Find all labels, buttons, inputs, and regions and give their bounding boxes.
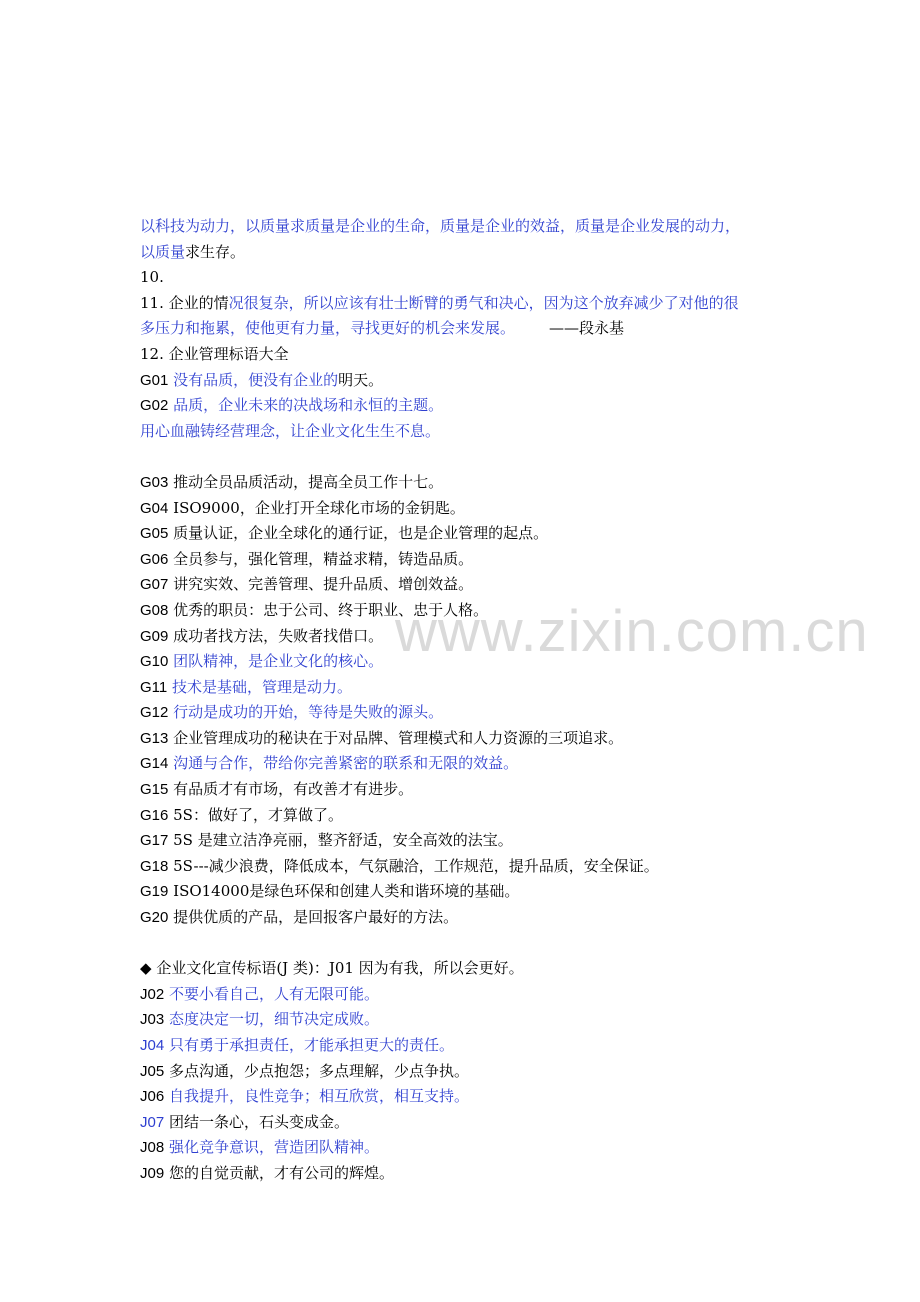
slogan-g08 [140, 598, 800, 624]
item-12-number: 12. [140, 344, 164, 363]
slogan-j04 [140, 1033, 800, 1059]
item-10-number: 10. [140, 268, 164, 287]
slogan-code: J05 [140, 1062, 165, 1080]
slogan-g01 [140, 368, 800, 394]
slogan-g11 [140, 675, 800, 701]
item-11-line-1 [140, 291, 800, 317]
slogan-g03 [140, 470, 800, 496]
slogan-text: 企业管理成功的秘诀在于对品牌、管理模式和人力资源的三项追求。 [173, 728, 624, 747]
slogan-code: G05 [140, 525, 169, 543]
slogan-text: 自我提升，良性竞争；相互欣赏，相互支持。 [168, 1087, 469, 1106]
document-body [140, 214, 800, 1187]
slogan-text: 质量认证，企业全球化的通行证，也是企业管理的起点。 [173, 524, 549, 543]
item-11-lead: 企业的情 [168, 293, 229, 312]
slogan-text: 态度决定一切，细节决定成败。 [168, 1010, 379, 1029]
diamond-bullet-icon: ◆ [140, 959, 152, 978]
slogan-text: 行动是成功的开始，等待是失败的源头。 [173, 703, 444, 722]
slogan-g06 [140, 547, 800, 573]
intro-text-blue: 以科技为动力，以质量求质量是企业的生命，质量是企业的效益，质量是企业发展的动力， [140, 217, 741, 235]
slogan-g02 [140, 393, 800, 419]
slogan-g15 [140, 777, 800, 803]
item-12-heading: 企业管理标语大全 [168, 344, 289, 363]
slogan-text: 优秀的职员：忠于公司、终于职业、忠于人格。 [173, 600, 489, 619]
slogan-text: 沟通与合作，带给你完善紧密的联系和无限的效益。 [173, 754, 519, 773]
slogan-text: 多点沟通，少点抱怨；多点理解，少点争执。 [168, 1061, 469, 1080]
slogan-list-g [140, 470, 800, 931]
slogan-g19 [140, 879, 800, 905]
slogan-code: J04 [140, 1037, 165, 1054]
slogan-j08 [140, 1135, 800, 1161]
slogan-text: 5S---减少浪费，降低成本，气氛融洽，工作规范，提升品质，安全保证。 [173, 856, 659, 875]
item-10 [140, 265, 800, 291]
slogan-code: G09 [140, 627, 169, 645]
intro-line-2 [140, 240, 800, 266]
slogan-text-blue: 没有品质，便没有企业的 [173, 370, 339, 389]
slogan-j07 [140, 1110, 800, 1136]
slogan-text: 只有勇于承担责任，才能承担更大的责任。 [168, 1036, 454, 1054]
spacer [140, 931, 800, 957]
slogan-code: G18 [140, 857, 169, 875]
slogan-code: G04 [140, 499, 169, 517]
slogan-code: J09 [140, 1164, 165, 1182]
slogan-text: 提供优质的产品，是回报客户最好的方法。 [173, 908, 459, 927]
slogan-code: J03 [140, 1011, 165, 1029]
slogan-text: 技术是基础，管理是动力。 [172, 677, 353, 696]
slogan-code: G20 [140, 909, 169, 927]
slogan-code: G03 [140, 473, 169, 491]
slogan-code: G08 [140, 601, 169, 619]
slogan-list-j [140, 982, 800, 1187]
slogan-g17 [140, 828, 800, 854]
slogan-code: G07 [140, 576, 169, 594]
intro-text-blue-2: 以质量 [140, 242, 186, 261]
slogan-g20 [140, 905, 800, 931]
slogan-code: G13 [140, 729, 169, 747]
slogan-j03 [140, 1007, 800, 1033]
spacer [140, 444, 800, 470]
slogan-j05 [140, 1059, 800, 1085]
slogan-g02-continued [140, 419, 800, 445]
slogan-text: 有品质才有市场，有改善才有进步。 [173, 780, 414, 799]
slogan-text: ISO14000是绿色环保和创建人类和谐环境的基础。 [173, 882, 520, 901]
slogan-text: 不要小看自己，人有无限可能。 [168, 984, 379, 1003]
intro-text-black: 求生存。 [185, 242, 246, 261]
slogan-g09 [140, 624, 800, 650]
item-11-author: ——段永基 [549, 319, 625, 338]
slogan-g10 [140, 649, 800, 675]
slogan-g12 [140, 700, 800, 726]
slogan-text: ISO9000，企业打开全球化市场的金钥匙。 [173, 498, 465, 517]
slogan-code: J07 [140, 1113, 165, 1131]
intro-line-1 [140, 214, 800, 240]
item-11-number: 11. [140, 293, 164, 312]
slogan-code: G06 [140, 550, 169, 568]
slogan-code: G12 [140, 704, 169, 722]
item-11-line-2 [140, 316, 800, 342]
slogan-code: G10 [140, 653, 169, 671]
slogan-code: G15 [140, 781, 169, 799]
slogan-code: J02 [140, 985, 165, 1003]
slogan-g18 [140, 854, 800, 880]
slogan-text: 团队精神，是企业文化的核心。 [173, 652, 384, 671]
slogan-j06 [140, 1084, 800, 1110]
slogan-text: 推动全员品质活动，提高全员工作十七。 [173, 472, 444, 491]
slogan-code: J08 [140, 1139, 165, 1157]
slogan-g05 [140, 521, 800, 547]
slogan-code: G19 [140, 883, 169, 901]
slogan-g16 [140, 803, 800, 829]
slogan-text: 全员参与，强化管理，精益求精，铸造品质。 [173, 549, 474, 568]
slogan-code: G16 [140, 806, 169, 824]
watermark: www.zixin.com.cn [395, 599, 869, 664]
slogan-code: G11 [140, 678, 168, 696]
slogan-text: 5S：做好了，才算做了。 [173, 805, 343, 824]
slogan-text: 您的自觉贡献，才有公司的辉煌。 [168, 1163, 394, 1182]
slogan-text: 强化竞争意识，营造团队精神。 [168, 1138, 379, 1157]
slogan-text: 品质，企业未来的决战场和永恒的主题。 [173, 396, 444, 415]
slogan-code: J06 [140, 1088, 165, 1106]
slogan-text: 用心血融铸经营理念，让企业文化生生不息。 [140, 421, 441, 440]
item-11-text-blue: 况很复杂，所以应该有壮士断臂的勇气和决心，因为这个放弃减少了对他的很 [228, 293, 739, 312]
slogan-code: G02 [140, 397, 169, 415]
slogan-code: G14 [140, 755, 169, 773]
slogan-g07 [140, 572, 800, 598]
slogan-j02 [140, 982, 800, 1008]
item-11-text-blue-2: 多压力和拖累，使他更有力量，寻找更好的机会来发展。 [140, 319, 516, 338]
slogan-text: 5S 是建立洁净亮丽，整齐舒适，安全高效的法宝。 [173, 831, 513, 850]
slogan-g04 [140, 496, 800, 522]
j-section-text: 企业文化宣传标语(J 类)：J01 因为有我，所以会更好。 [156, 959, 524, 978]
j-section-header [140, 956, 800, 982]
slogan-g13 [140, 726, 800, 752]
slogan-text: 讲究实效、完善管理、提升品质、增创效益。 [173, 575, 474, 594]
slogan-text: 团结一条心，石头变成金。 [168, 1112, 349, 1131]
slogan-code: G01 [140, 371, 169, 389]
slogan-code: G17 [140, 832, 169, 850]
slogan-j09 [140, 1161, 800, 1187]
item-12 [140, 342, 800, 368]
slogan-g14 [140, 751, 800, 777]
slogan-text-black: 明天。 [338, 370, 384, 389]
slogan-text: 成功者找方法，失败者找借口。 [173, 626, 384, 645]
